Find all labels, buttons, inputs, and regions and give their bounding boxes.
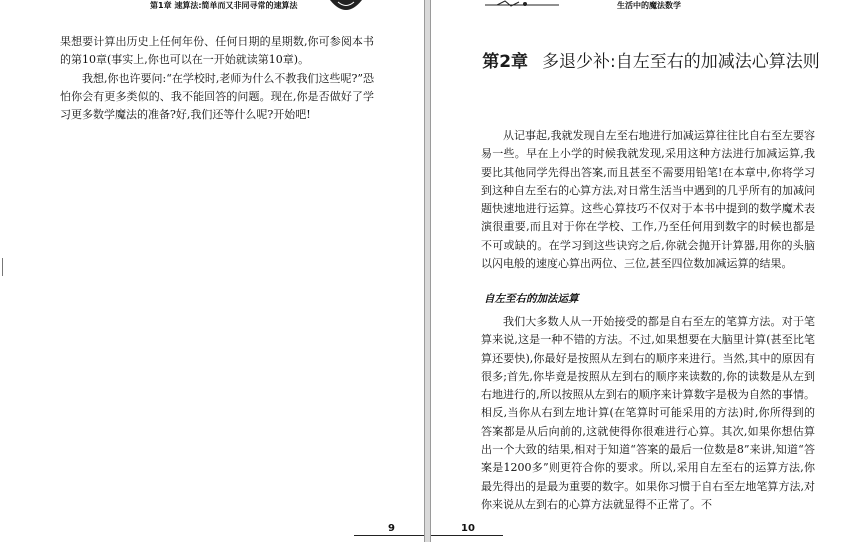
chapter-title-text: 多退少补:自左至右的加减法心算法则 <box>542 52 820 72</box>
folio-rule <box>431 535 503 536</box>
magic-wand-ornament-icon <box>485 0 559 14</box>
page-number: 10 <box>461 523 475 534</box>
folio-rule <box>354 535 424 536</box>
chapter-number: 第2章 <box>482 52 529 72</box>
paragraph: 我们大多数人从一开始接受的都是自右至左的笔算方法。对于笔算来说,这是一种不错的方法。不过,如果想要在大脑里计算(甚至比笔算还要快),你最好是按照从左到右的顺序来进行。当然,其中的原因有很多;首先,你毕竟是按照从左到右的顺序来读数的,你的读数是从左到右地进行的,所以按照从左到右的顺序来计算数字是极为自然的事情。相反,当你从右到左地计算(在笔算时可能采用的方法)时,你所得到的答案都是从后向前的,这就使得你很难进行心算。其次,如果你想估算出一个大致的结果,相对于知道“答案的最后一位数是8”来讲,知道“答案是1200多”则更符合你的要求。所以,采用自左至右的运算方法,你最先得出的是最为重要的数字。如果你习惯于自右至左地笔算方法,对你来说从左到右的心算方法就显得不正常了。不 <box>481 315 815 511</box>
book-gutter <box>424 0 431 542</box>
chapter-ornament-icon <box>326 0 366 14</box>
right-page <box>431 0 853 542</box>
paragraph: 我想,你也许要问:“在学校时,老师为什么不教我们这些呢?”恐怕你会有更多类似的、我不能回答的问题。现在,你是否做好了学习更多数学魔法的准备?好,我们还等什么呢?开始吧! <box>60 71 374 122</box>
section-heading: 自左至右的加法运算 <box>484 293 579 305</box>
running-head: 生活中的魔法数学 <box>617 1 681 10</box>
section-text <box>481 313 815 514</box>
scan-mark <box>2 258 3 276</box>
running-head: 第1章 速算法:简单而又非同寻常的速算法 <box>150 1 298 10</box>
paragraph: 从记事起,我就发现自左至右地进行加减运算往往比自右至左要容易一些。早在上小学的时候我就发现,采用这种方法进行加减运算,我要比其他同学先得出答案,而且甚至不需要用铅笔!在本章中,你将学习到这种自左至右的心算方法,对日常生活当中遇到的几乎所有的加减问题快速地进行运算。这些心算技巧不仅对于本书中提到的数学魔术表演很重要,而且对于你在学校、工作,乃至任何用到数字的时候也都是不可或缺的。在学习到这些诀窍之后,你就会抛开计算器,用你的头脑以闪电般的速度心算出两位、三位,甚至四位数加减运算的结果。 <box>481 129 815 271</box>
paragraph: 果想要计算出历史上任何年份、任何日期的星期数,你可参阅本书的第10章(事实上,你也可以在一开始就读第10章)。 <box>60 35 374 67</box>
left-page <box>0 0 424 542</box>
intro-text <box>481 127 815 273</box>
chapter-title <box>461 50 841 74</box>
page-number: 9 <box>388 523 395 534</box>
left-body-text <box>60 33 374 124</box>
